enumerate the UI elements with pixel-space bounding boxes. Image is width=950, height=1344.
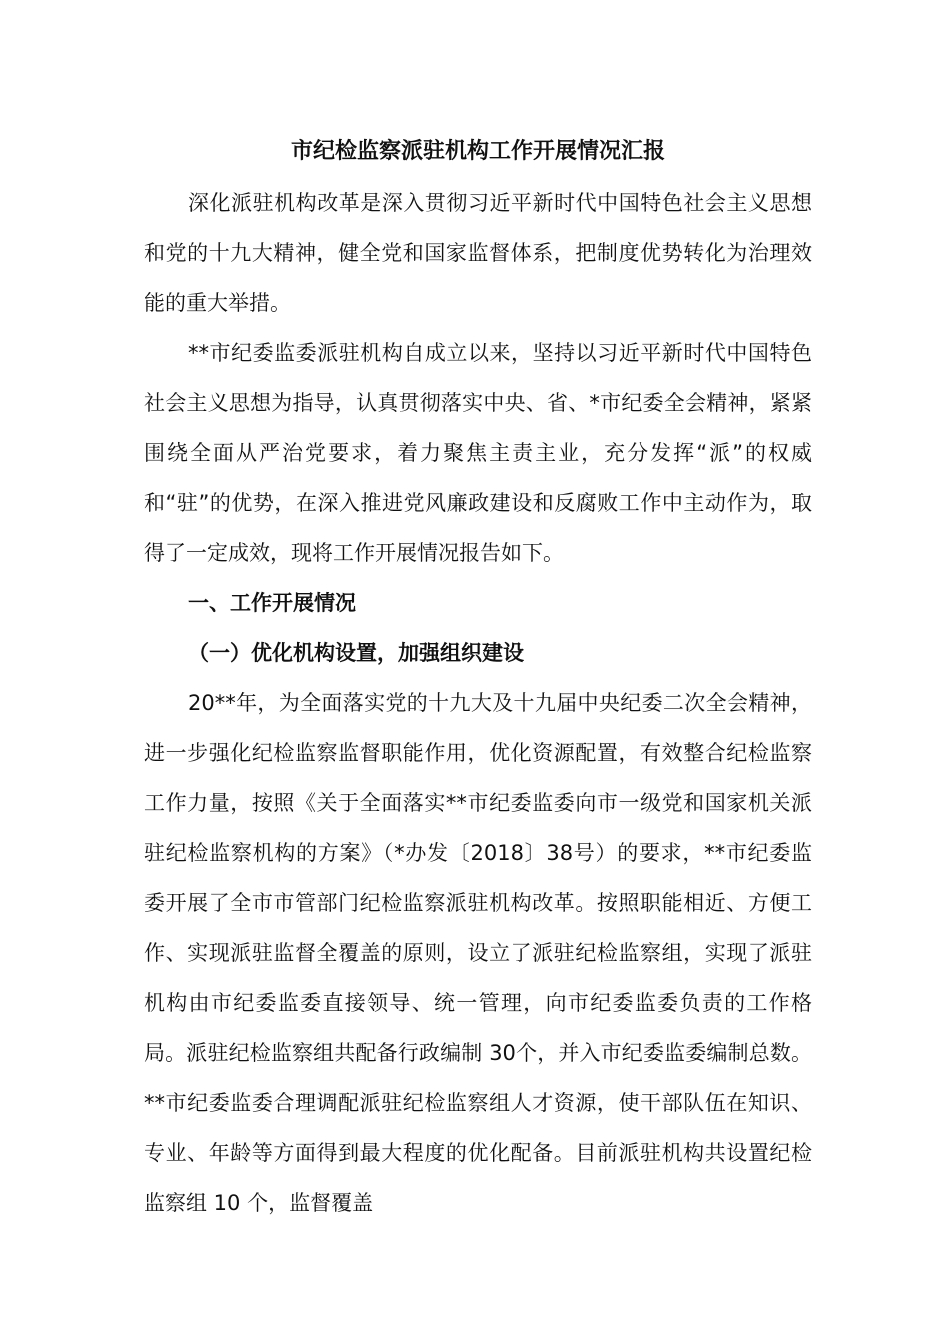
section-heading: 一、工作开展情况: [188, 591, 356, 615]
subsection-heading: （一）优化机构设置，加强组织建设: [188, 641, 524, 665]
overview-paragraph: **市纪委监委派驻机构自成立以来，坚持以习近平新时代中国特色社会主义思想为指导，认真贯彻落实中央、省、*市纪委全会精神，紧紧围绕全面从严治党要求，着力聚焦主责主业，充分发挥“派”的权威和“驻”的优势，在深入推进党风廉政建设和反腐败工作中主动作为，取得了一定成效，现将工作开展情况报告如下。: [144, 341, 812, 565]
body-paragraph: 20**年，为全面落实党的十九大及十九届中央纪委二次全会精神，进一步强化纪检监察监督职能作用，优化资源配置，有效整合纪检监察工作力量，按照《关于全面落实**市纪委监委向市一级党和国家机关派驻纪检监察机构的方案》（*办发〔2018〕38号）的要求，**市纪委监委开展了全市市管部门纪检监察派驻机构改革。按照职能相近、方便工作、实现派驻监督全覆盖的原则，设立了派驻纪检监察组，实现了派驻机构由市纪委监委直接领导、统一管理，向市纪委监委负责的工作格局。派驻纪检监察组共配备行政编制 30个，并入市纪委监委编制总数。**市纪委监委合理调配派驻纪检监察组人才资源，使干部队伍在知识、专业、年龄等方面得到最大程度的优化配备。目前派驻机构共设置纪检监察组 10 个，监督覆盖: [144, 691, 812, 1215]
intro-paragraph: 深化派驻机构改革是深入贯彻习近平新时代中国特色社会主义思想和党的十九大精神，健全党和国家监督体系，把制度优势转化为治理效能的重大举措。: [144, 191, 812, 315]
document-title: 市纪检监察派驻机构工作开展情况汇报: [290, 139, 665, 164]
document-page: [144, 126, 812, 1228]
